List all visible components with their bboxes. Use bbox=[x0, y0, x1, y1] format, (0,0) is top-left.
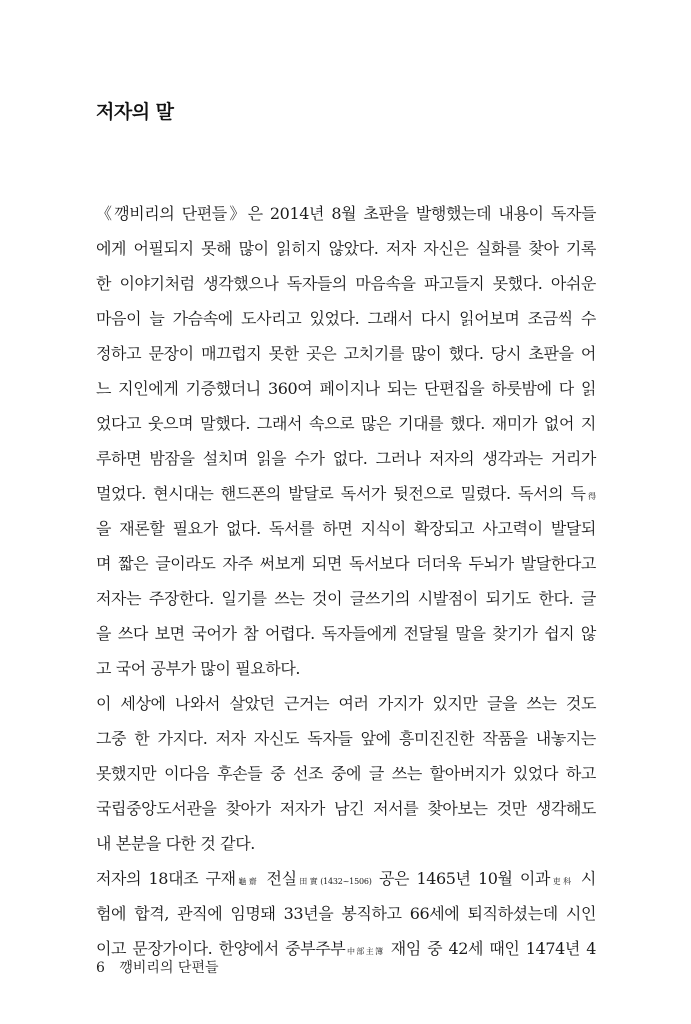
text-fragment: 재임 중 42세 때인 1474년 4 bbox=[384, 939, 596, 958]
text-line: 며 짧은 글이라도 자주 써보게 되면 독서보다 더더욱 두뇌가 발달한다고 bbox=[96, 554, 596, 573]
text-line: 정하고 문장이 매끄럽지 못한 곳은 고치기를 많이 했다. 당시 초판을 어 bbox=[96, 344, 596, 363]
hanja-annotation: 龜齋 bbox=[235, 877, 260, 886]
hanja-annotation: 吏科 bbox=[550, 877, 574, 886]
text-fragment: 저자의 18대조 구재 bbox=[96, 869, 236, 888]
text-line: 느 지인에게 기증했더니 360여 페이지나 되는 단편집을 하룻밤에 다 읽 bbox=[96, 379, 596, 398]
text-line: 을 재론할 필요가 없다. 독서를 하면 지식이 확장되고 사고력이 발달되 bbox=[96, 519, 596, 538]
text-line: 이 세상에 나와서 살았던 근거는 여러 가지가 있지만 글을 쓰는 것도 bbox=[96, 694, 596, 713]
text-line: 에게 어필되지 못해 많이 읽히지 않았다. 저자 자신은 실화를 찾아 기록 bbox=[96, 239, 596, 258]
text-line: 었다고 웃으며 말했다. 그래서 속으로 많은 기대를 했다. 재미가 없어 지 bbox=[96, 414, 596, 433]
body-text bbox=[96, 196, 596, 966]
text-line: 그중 한 가지다. 저자 자신도 독자들 앞에 흥미진진한 작품을 내놓지는 bbox=[96, 729, 596, 748]
page-number: 6 bbox=[96, 960, 105, 976]
text-fragment: 이고 문장가이다. 한양에서 중부주부 bbox=[96, 939, 346, 958]
hanja-annotation: 中部主簿 bbox=[345, 947, 385, 956]
text-line: 고 국어 공부가 많이 필요하다. bbox=[96, 659, 301, 678]
text-line: 저자는 주장한다. 일기를 쓰는 것이 글쓰기의 시발점이 되기도 한다. 글 bbox=[96, 589, 596, 608]
text-line: 국립중앙도서관을 찾아가 저자가 남긴 저서를 찾아보는 것만 생각해도 bbox=[96, 799, 596, 818]
text-line: 내 본분을 다한 것 같다. bbox=[96, 834, 255, 853]
text-line: 마음이 늘 가슴속에 도사리고 있었다. 그래서 다시 읽어보며 조금씩 수 bbox=[96, 309, 596, 328]
text-line bbox=[96, 861, 596, 896]
text-line: 루하면 밤잠을 설치며 읽을 수가 없다. 그러나 저자의 생각과는 거리가 bbox=[96, 449, 596, 468]
hanja-annotation: 得 bbox=[585, 492, 596, 501]
text-line: 《깽비리의 단편들》은 2014년 8월 초판을 발행했는데 내용이 독자들 bbox=[96, 204, 596, 223]
hanja-annotation: 田實(1432~1506) bbox=[296, 877, 372, 886]
section-title: 저자의 말 bbox=[96, 101, 174, 123]
text-line bbox=[96, 476, 596, 511]
running-title: 깽비리의 단편들 bbox=[119, 960, 219, 976]
text-fragment: 공은 1465년 10월 이과 bbox=[371, 869, 551, 888]
text-line: 한 이야기처럼 생각했으나 독자들의 마음속을 파고들지 못했다. 아쉬운 bbox=[96, 274, 596, 293]
page-footer bbox=[96, 957, 219, 977]
text-line: 못했지만 이다음 후손들 중 선조 중에 글 쓰는 할아버지가 있었다 하고 bbox=[96, 764, 596, 783]
text-fragment: 멀었다. 현시대는 핸드폰의 발달로 독서가 뒷전으로 밀렸다. 독서의 득 bbox=[96, 484, 586, 503]
text-fragment: 시 bbox=[573, 869, 596, 888]
text-line: 을 쓰다 보면 국어가 참 어렵다. 독자들에게 전달될 말을 찾기가 쉽지 않 bbox=[96, 624, 596, 643]
text-line: 험에 합격, 관직에 임명돼 33년을 봉직하고 66세에 퇴직하셨는데 시인 bbox=[96, 904, 596, 923]
text-fragment: 전실 bbox=[259, 869, 297, 888]
